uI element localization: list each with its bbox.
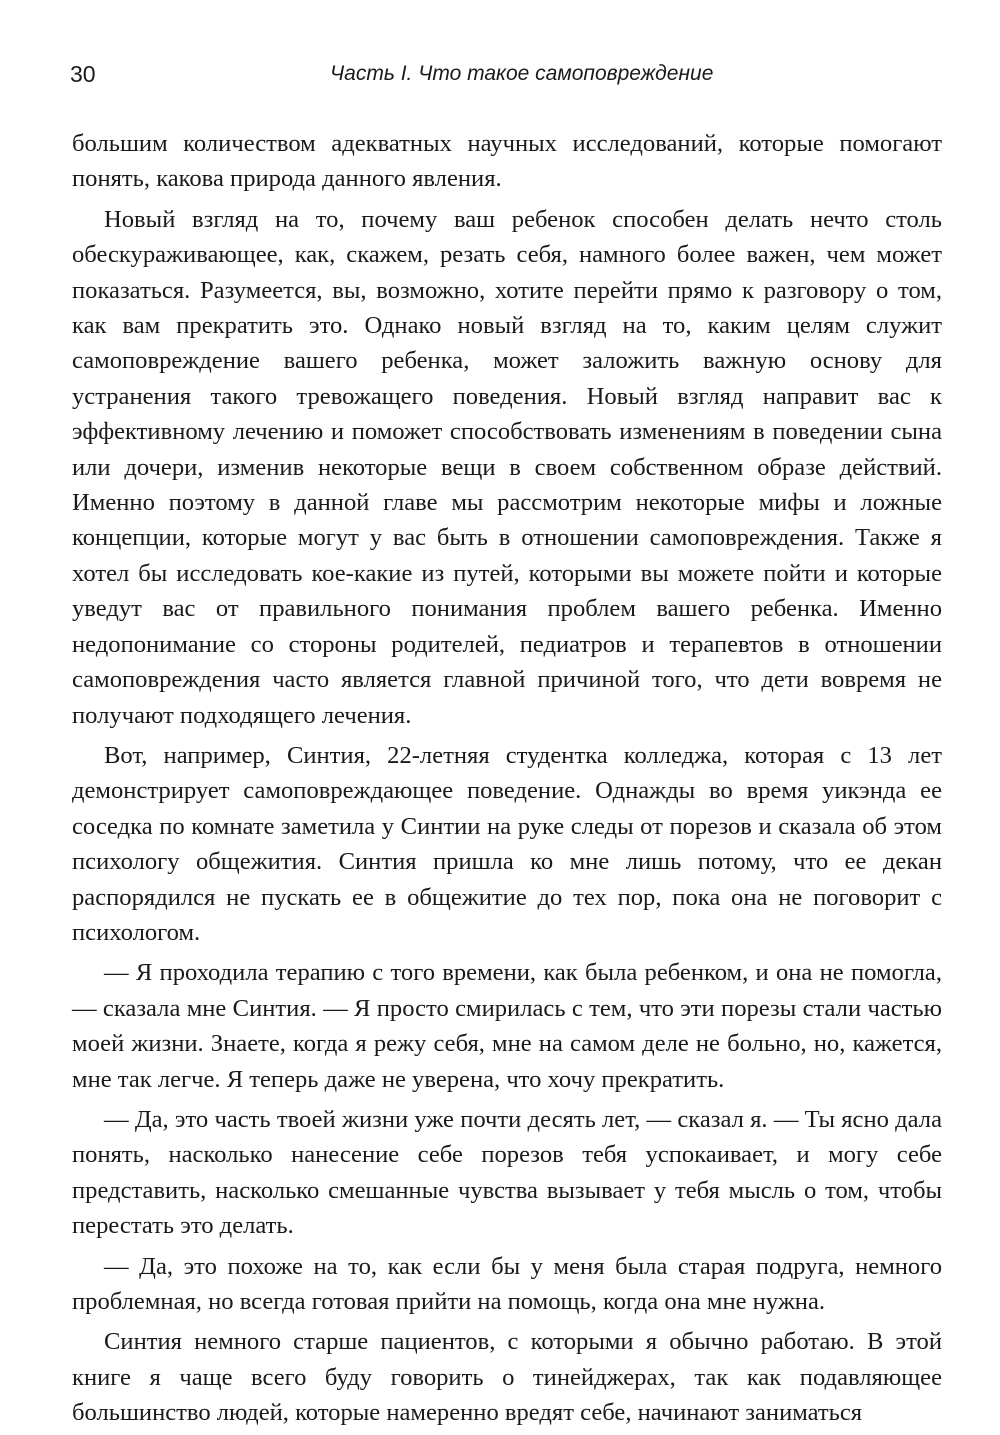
paragraph: Синтия немного старше пациентов, с которыми я обычно работаю. В этой книге я чаще всего буду говорить о тинейджерах, так как подавляющее большинство людей, которые намеренно вредят себе, начинают заниматься xyxy=(72,1328,942,1427)
page-number: 30 xyxy=(70,61,96,87)
dialogue-paragraph: — Да, это часть твоей жизни уже почти десять лет, — сказал я. — Ты ясно дала понять, насколько нанесение себе порезов тебя успокаивает, и могу себе представить, насколько смешанные чувства вызывает у тебя мысль о том, чтобы перестать это делать. xyxy=(72,1105,942,1240)
dialogue-paragraph: — Да, это похоже на то, как если бы у меня была старая подруга, немного проблемная, но всегда готовая прийти на помощь, когда она мне нужна. xyxy=(72,1252,942,1315)
paragraph: Новый взгляд на то, почему ваш ребенок способен делать нечто столь обескураживающее, как, скажем, резать себя, намного более важен, чем может показаться. Разумеется, вы, возможно, хотите перейти прямо к разговору о том, как вам прекратить это. Однако новый взгляд на то, каким целям служит самоповреждение вашего ребенка, может заложить важную основу для устранения такого тревожащего поведения. Новый взгляд направит вас к эффективному лечению и поможет способствовать изменениям в поведении сына или дочери, изменив некоторые вещи в своем собственном образе действий. Именно поэтому в данной главе мы рассмотрим некоторые мифы и ложные концепции, которые могут у вас быть в отношении самоповреждения. Также я хотел бы исследовать кое-какие из путей, которыми вы можете пойти и которые уведут вас от правильного понимания проблем вашего ребенка. Именно недопонимание со стороны родителей, педиатров и терапевтов в отношении самоповреждения часто является главной причиной того, что дети вовремя не получают подходящего лечения. xyxy=(72,205,942,729)
paragraph: Вот, например, Синтия, 22-летняя студентка колледжа, которая с 13 лет демонстрирует самоповреждающее поведение. Однажды во время уикэнда ее соседка по комнате заметила у Синтии на руке следы от порезов и сказала об этом психологу общежития. Синтия пришла ко мне лишь потому, что ее декан распорядился не пускать ее в общежитие до тех пор, пока она не поговорит с психологом. xyxy=(72,741,942,946)
page-header xyxy=(70,58,942,90)
body-text xyxy=(72,126,942,1431)
paragraph-continuation: большим количеством адекватных научных исследований, которые помогают понять, какова природа данного явления. xyxy=(72,130,942,193)
dialogue-paragraph: — Я проходила терапию с того времени, как была ребенком, и она не помогла, — сказала мне Синтия. — Я просто смирилась с тем, что эти порезы стали частью моей жизни. Знаете, когда я режу себя, мне на самом деле не больно, но, кажется, мне так легче. Я теперь даже не уверена, что хочу прекратить. xyxy=(72,959,942,1093)
running-head: Часть I. Что такое самоповреждение xyxy=(330,62,714,85)
